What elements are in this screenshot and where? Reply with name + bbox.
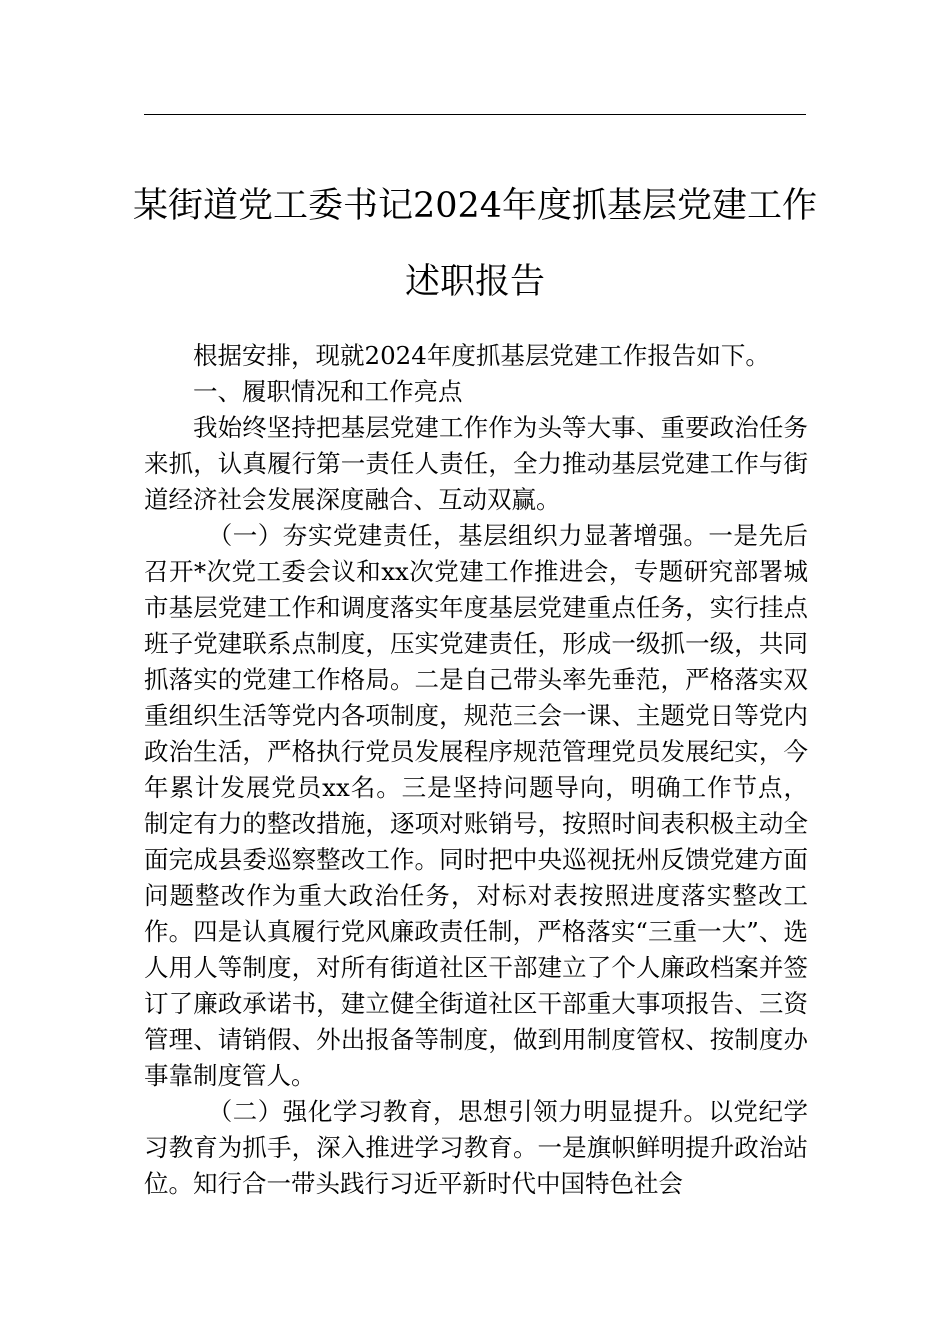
paragraph-subsection-1: （一）夯实党建责任，基层组织力显著增强。一是先后召开*次党工委会议和xx次党建工作推进会，专题研究部署城市基层党建工作和调度落实年度基层党建重点任务，实行挂点班子党建联系点制度，压实党建责任，形成一级抓一级，共同抓落实的党建工作格局。二是自己带头率先垂范，严格落实双重组织生活等党内各项制度，规范三会一课、主题党日等党内政治生活，严格执行党员发展程序规范管理党员发展纪实，今年累计发展党员xx名。三是坚持问题导向，明确工作节点，制定有力的整改措施，逐项对账销号，按照时间表积极主动全面完成县委巡察整改工作。同时把中央巡视抚州反馈党建方面问题整改作为重大政治任务，对标对表按照进度落实整改工作。四是认真履行党风廉政责任制，严格落实“三重一大”、选人用人等制度，对所有街道社区干部建立了个人廉政档案并签订了廉政承诺书，建立健全街道社区干部重大事项报告、三资管理、请销假、外出报备等制度，做到用制度管权、按制度办事靠制度管人。 — [144, 521, 808, 1090]
document-title: 某街道党工委书记2024年度抓基层党建工作述职报告 — [132, 186, 818, 302]
paragraph-overview: 我始终坚持把基层党建工作作为头等大事、重要政治任务来抓，认真履行第一责任人责任，全力推动基层党建工作与街道经济社会发展深度融合、互动双赢。 — [144, 413, 808, 514]
document-body — [144, 338, 808, 1202]
paragraph-subsection-2: （二）强化学习教育，思想引领力明显提升。以党纪学习教育为抓手，深入推进学习教育。一是旗帜鲜明提升政治站位。知行合一带头践行习近平新时代中国特色社会 — [144, 1097, 808, 1198]
paragraph-intro: 根据安排，现就2024年度抓基层党建工作报告如下。 — [193, 341, 770, 370]
header-rule — [144, 114, 806, 115]
section-heading: 一、履职情况和工作亮点 — [193, 377, 463, 406]
